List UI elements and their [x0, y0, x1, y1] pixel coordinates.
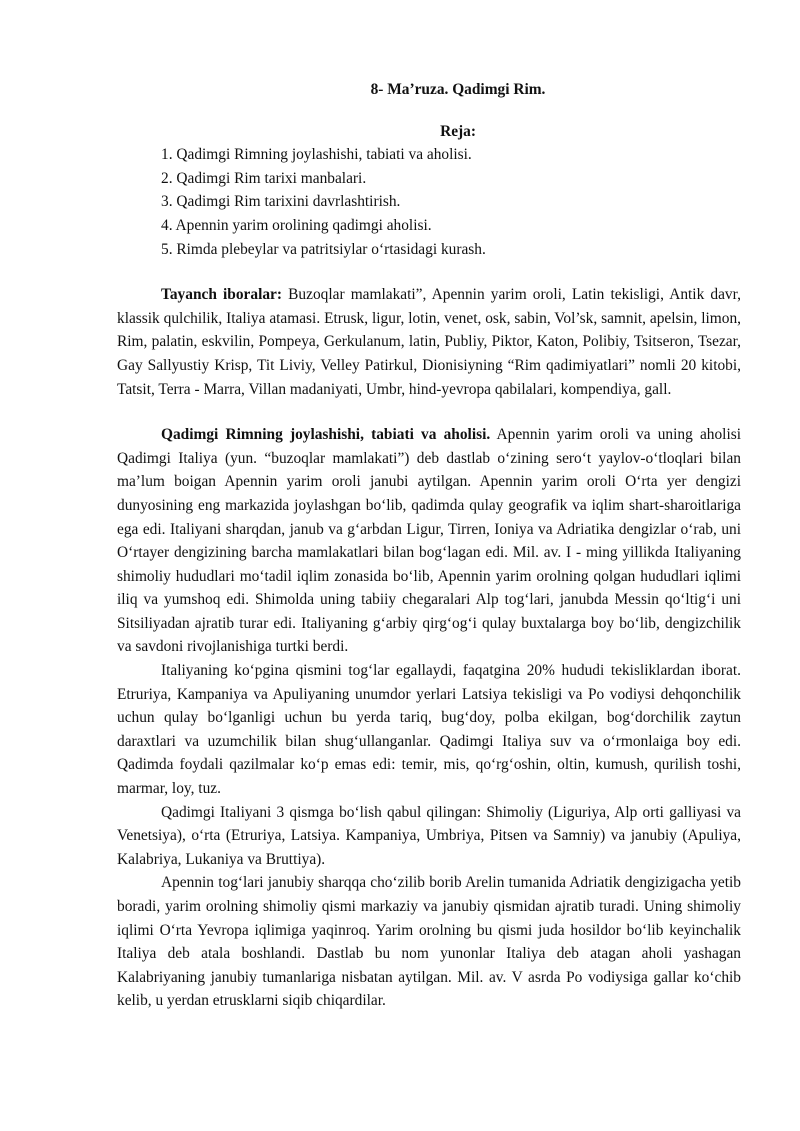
plan-item: 3. Qadimgi Rim tarixini davrlashtirish. — [161, 193, 401, 211]
plan-heading: Reja: — [440, 122, 476, 140]
body-paragraph: Italiyaning ko‘pgina qismini tog‘lar egallaydi, faqatgina 20% hududi tekisliklardan iborat. Etruriya, Kampaniya va Apuliyaning unumdor yerlari Latsiya tekisligi va Po vodiysi dehqonchilik uchun qulay bo‘lganligi uchun bu yerda tariq, bug‘doy, polba ekilgan, bog‘dorchilik zaytun daraxtlari va uzumchilik bilan shug‘ullanganlar. Qadimgi Italiya suv va o‘rmonlaiga boy edi. Qadimda foydali qazilmalar ko‘p emas edi: temir, mis, qo‘rg‘oshin, oltin, kumush, qurilish toshi, marmar, loy, tuz. — [117, 662, 741, 798]
body-paragraph: Qadimgi Italiyani 3 qismga bo‘lish qabul qilingan: Shimoliy (Liguriya, Alp orti galliyasi va Venetsiya), o‘rta (Etruriya, Latsiya. Kampaniya, Umbriya, Pitsen va Samniy) va janubiy (Apuliya, Kalabriya, Lukaniya va Bruttiya). — [117, 803, 741, 868]
plan-list — [117, 143, 741, 261]
section-1-text: Apennin yarim oroli va uning aholisi Qadimgi Italiya (yun. “buzoqlar mamlakati”) deb dastlab o‘zining sero‘t yaylov-o‘tloqlari bilan ma’lum boigan Apennin yarim oroli janubi aytilgan. Apennin yarim oroli O‘rta yer dengizi dunyosining eng markazida joylashgan bo‘lib, qadimda qulay geografik va iqlim shart-sharoitlariga ega edi. Italiyani sharqdan, janub va g‘arbdan Ligur, Tirren, Ioniya va Adriatika dengizlar o‘rab, uni O‘rtayer dengizining barcha mamlakatlari bilan bog‘lagan edi. Mil. av. I - ming yillikda Italiyaning shimoliy hududlari mo‘tadil iqlim zonasida bo‘lib, Apennin yarim orolning qolgan hududlari iqlimi iliq va yumshoq edi. Shimolda uning tabiiy chegaralari Alp tog‘lari, janubda Messin qo‘ltig‘i uni Sitsiliyadan ajratib turar edi. Italiyaning g‘arbiy qirg‘og‘i qulay buxtalarga boy bo‘lib, dengizchilik va savdoni rivojlanishiga turtki berdi. — [117, 426, 741, 656]
plan-item: 4. Apennin yarim orolining qadimgi aholisi. — [161, 216, 432, 234]
body-paragraph: Apennin tog‘lari janubiy sharqqa cho‘zilib borib Arelin tumanida Adriatik dengizigacha yetib boradi, yarim orolning shimoliy qismi markaziy va janubiy qismidan ajratib turadi. Uning shimoliy iqlimi O‘rta Yevropa iqlimiga yaqinroq. Yarim orolning bu qismi juda hosildor bo‘lib keyinchalik Italiya deb atala boshlandi. Dastlab bu nom yunonlar Italiya deb atagan aholi yashagan Kalabriyaning janubiy tumanlariga nisbatan aytilgan. Mil. av. V asrda Po vodiysiga gallar ko‘chib kelib, u yerdan etrusklarni siqib chiqardilar. — [117, 874, 741, 1010]
keywords-paragraph — [117, 283, 741, 401]
keywords-label: Tayanch iboralar: — [161, 286, 283, 304]
section-1-paragraph — [117, 423, 741, 659]
plan-item: 1. Qadimgi Rimning joylashishi, tabiati va aholisi. — [161, 146, 472, 164]
keywords-text: Buzoqlar mamlakati”, Apennin yarim oroli, Latin tekisligi, Antik davr, klassik qulchilik, Italiya atamasi. Etrusk, ligur, lotin, venet, osk, sabin, Vol’sk, samnit, apelsin, limon, Rim, palatin, eskvilin, Pompeya, Gerkulanum, latin, Publiy, Piktor, Katon, Polibiy, Tsitseron, Tsezar, Gay Sallyustiy Krisp, Tit Liviy, Velley Patirkul, Dionisiyning “Rim qadimiyatlari” nomli 20 kitobi, Tatsit, Terra - Marra, Villan madaniyati, Umbr, hind-yevropa qabilalari, kompendiya, gall. — [117, 286, 741, 398]
plan-item: 2. Qadimgi Rim tarixi manbalari. — [161, 169, 367, 187]
plan-item: 5. Rimda plebeylar va patritsiylar o‘rtasidagi kurash. — [161, 240, 486, 258]
document-page — [117, 78, 741, 1013]
document-title: 8- Ma’ruza. Qadimgi Rim. — [370, 81, 546, 98]
section-1-heading: Qadimgi Rimning joylashishi, tabiati va aholisi. — [161, 426, 491, 444]
